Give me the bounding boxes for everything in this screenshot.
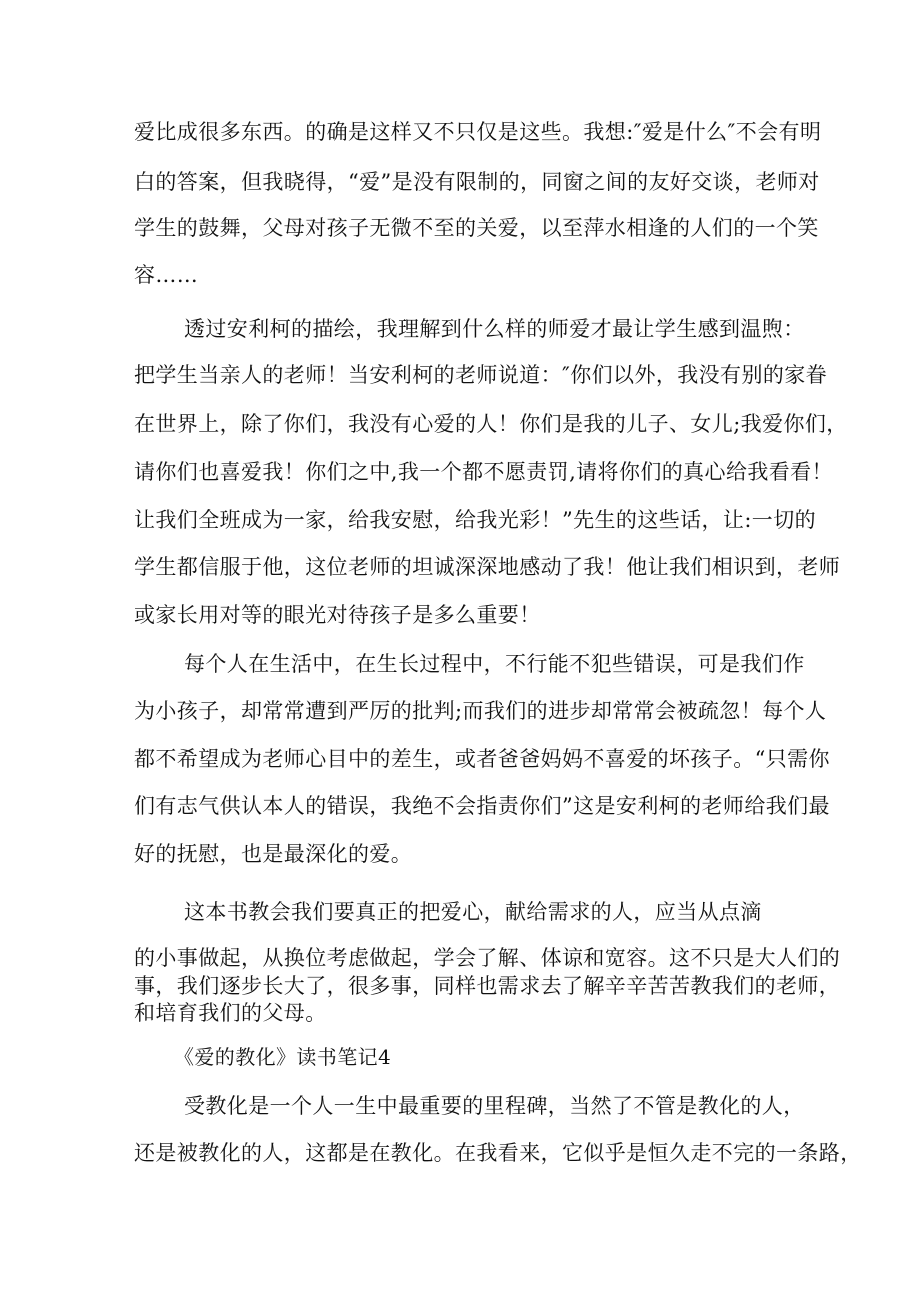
paragraph-line: 的小事做起，从换位考虑做起，学会了解、体谅和宽容。这不只是大人们的 [134,946,841,970]
paragraph-line: 白的答案，但我晓得，“爱”是没有限制的，同窗之间的友好交谈，老师对 [134,170,820,194]
paragraph-line: 每个人在生活中，在生长过程中，不行能不犯些错误，可是我们作 [184,652,805,676]
paragraph-line: 请你们也喜爱我！你们之中,我一个都不愿责罚,请将你们的真心给我看看！ [134,460,833,484]
paragraph-line: 学生的鼓舞，父母对孩子无微不至的关爱，以至萍水相逢的人们的一个笑 [134,216,819,240]
paragraph-line: 事，我们逐步长大了，很多事，同样也需求去了解辛辛苦苦教我们的老师， [134,974,841,998]
paragraph-line: 和培育我们的父母。 [134,1001,327,1025]
paragraph-line: 容…… [134,263,199,287]
paragraph-line: 让我们全班成为一家，给我安慰，给我光彩！”先生的这些话，让:一切的 [134,508,817,532]
paragraph-line: 或家长用对等的眼光对待孩子是多么重要！ [134,603,541,627]
paragraph-line: 把学生当亲人的老师！当安利柯的老师说道：″你们以外，我没有别的家眷 [134,363,828,387]
section-heading: 《爱的教化》读书笔记4 [174,1045,392,1069]
paragraph-line: 这本书教会我们要真正的把爱心，献给需求的人，应当从点滴 [184,900,762,924]
paragraph-line: 都不希望成为老师心目中的差生，或者爸爸妈妈不喜爱的坏孩子。“只需你 [134,747,830,771]
paragraph-line: 学生都信服于他，这位老师的坦诚深深地感动了我！他让我们相识到，老师 [134,555,841,579]
paragraph-line: 爱比成很多东西。的确是这样又不只仅是这些。我想:″爱是什么″不会有明 [134,120,822,144]
paragraph-line: 好的抚慰，也是最深化的爱。 [134,842,413,866]
paragraph-line: 还是被教化的人，这都是在教化。在我看来，它似乎是恒久走不完的一条路， [134,1141,862,1165]
paragraph-line: 透过安利柯的描绘，我理解到什么样的师爱才最让学生感到温煦： [184,317,805,341]
paragraph-line: 为小孩子，却常常遭到严厉的批判;而我们的进步却常常会被疏忽！每个人 [134,699,827,723]
paragraph-line: 受教化是一个人一生中最重要的里程碑，当然了不管是教化的人， [184,1094,805,1118]
paragraph-line: 们有志气供认本人的错误，我绝不会指责你们”这是安利柯的老师给我们最 [134,794,830,818]
paragraph-line: 在世界上，除了你们，我没有心爱的人！你们是我的儿子、女儿;我爱你们， [134,412,848,436]
